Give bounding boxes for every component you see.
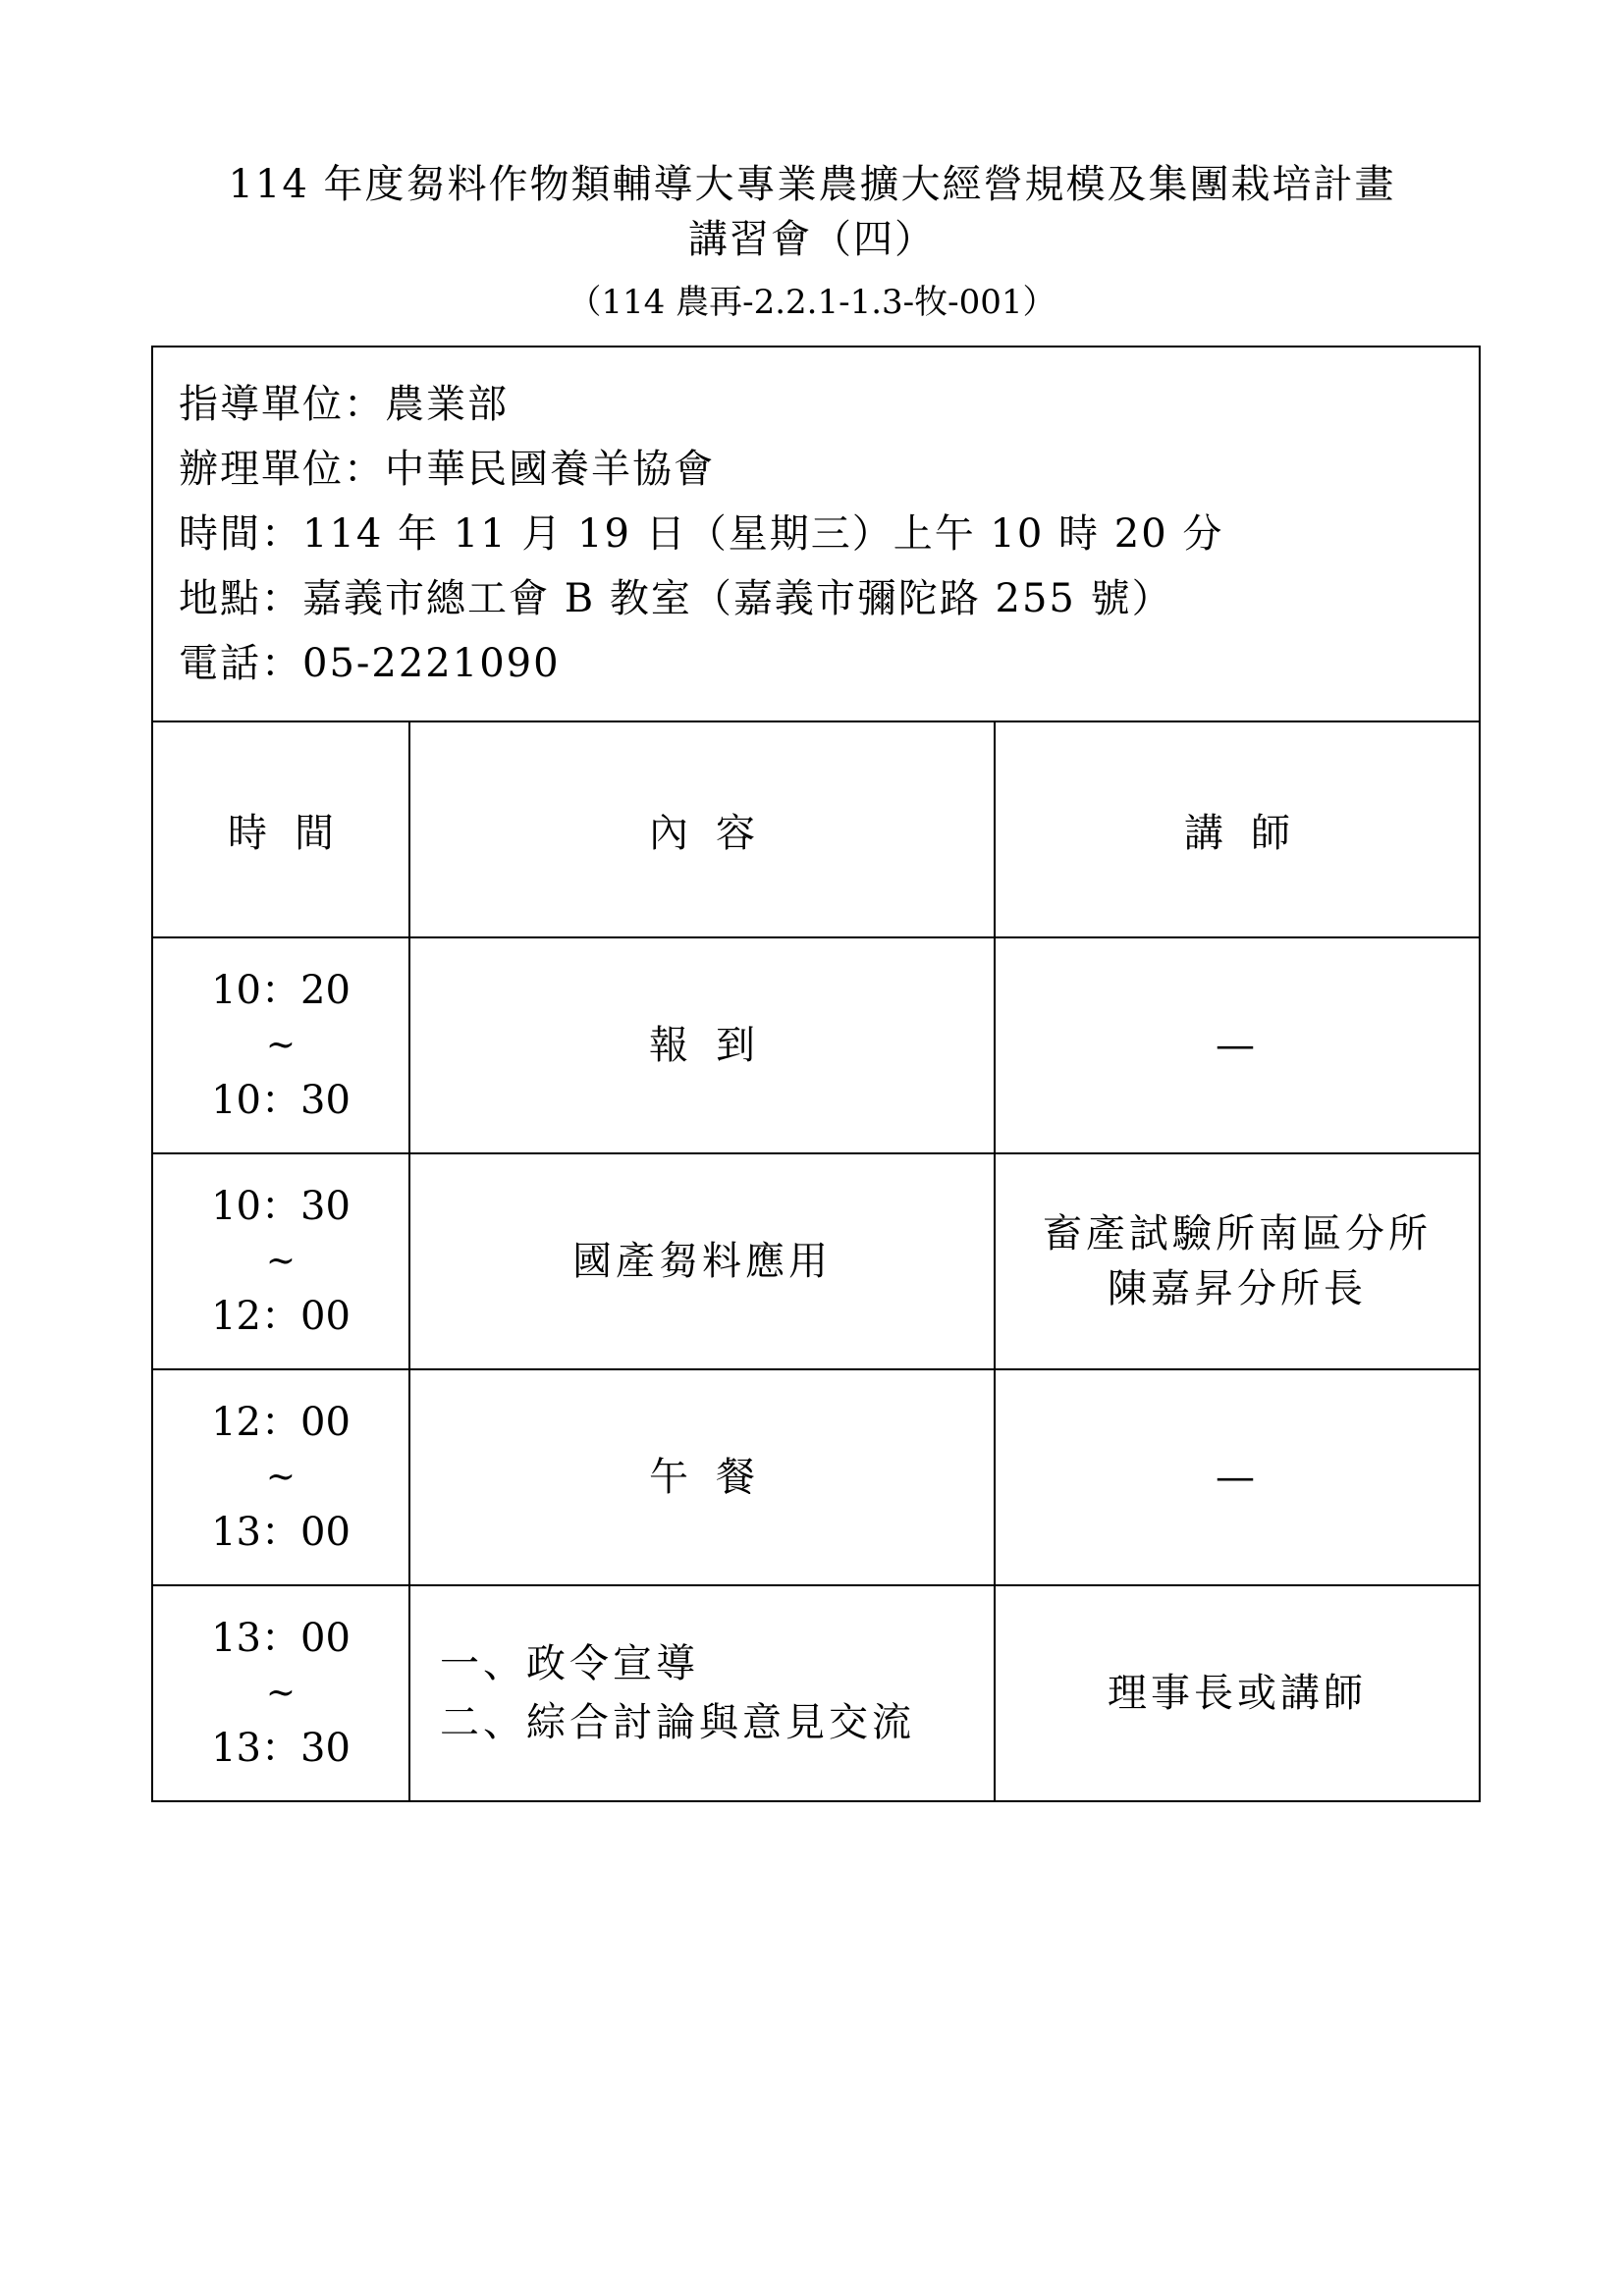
time-separator: ~ xyxy=(265,1673,297,1713)
header-content-cell xyxy=(409,721,995,937)
list-item: 二、綜合討論與意見交流 xyxy=(440,1700,915,1745)
time-cell xyxy=(152,937,409,1153)
list-item: 一、政令宣導 xyxy=(440,1641,699,1686)
time-end: 10：30 xyxy=(211,1078,351,1123)
time-end: 13：00 xyxy=(211,1510,351,1555)
content-cell xyxy=(409,1369,995,1585)
document-title-line2: 講習會（四） xyxy=(688,217,936,262)
content-text: 午餐 xyxy=(649,1455,783,1500)
time-separator: ~ xyxy=(265,1241,297,1281)
header-time-cell xyxy=(152,721,409,937)
content-cell xyxy=(409,937,995,1153)
table-row xyxy=(152,937,1480,1153)
info-row xyxy=(152,347,1480,721)
time-separator: ~ xyxy=(265,1025,297,1065)
header-time: 時間 xyxy=(228,810,361,856)
speaker-text: 理事長或講師 xyxy=(1108,1671,1367,1716)
table-row xyxy=(152,1153,1480,1369)
info-supervisor: 指導單位：農業部 xyxy=(179,382,509,427)
time-cell xyxy=(152,1369,409,1585)
time-separator: ~ xyxy=(265,1457,297,1497)
time-cell xyxy=(152,1153,409,1369)
info-location: 地點：嘉義市總工會 B 教室（嘉義市彌陀路 255 號） xyxy=(179,576,1173,621)
speaker-text: — xyxy=(1216,1455,1259,1500)
speaker-cell xyxy=(995,1585,1480,1801)
info-phone: 電話：05-2221090 xyxy=(179,641,561,686)
speaker-cell xyxy=(995,1369,1480,1585)
document-title-line1: 114 年度芻料作物類輔導大專業農擴大經營規模及集團栽培計畫 xyxy=(228,162,1396,207)
info-cell xyxy=(152,347,1480,721)
content-text: 報到 xyxy=(649,1023,783,1068)
content-cell xyxy=(409,1153,995,1369)
document-header xyxy=(0,157,1624,324)
speaker-name: 陳嘉昇分所長 xyxy=(1108,1266,1367,1311)
header-speaker-cell xyxy=(995,721,1480,937)
speaker-affiliation: 畜產試驗所南區分所 xyxy=(1043,1211,1432,1256)
content-text: 國產芻料應用 xyxy=(572,1239,832,1284)
time-start: 13：00 xyxy=(211,1616,351,1661)
schedule-table xyxy=(151,346,1481,1802)
content-cell xyxy=(409,1585,995,1801)
time-start: 10：30 xyxy=(211,1184,351,1229)
header-row xyxy=(152,721,1480,937)
header-speaker: 講師 xyxy=(1184,810,1318,856)
info-time: 時間：114 年 11 月 19 日（星期三）上午 10 時 20 分 xyxy=(179,511,1224,557)
project-code: （114 農再-2.2.1-1.3-牧-001） xyxy=(568,283,1056,322)
table-row xyxy=(152,1585,1480,1801)
time-end: 13：30 xyxy=(211,1726,351,1771)
time-end: 12：00 xyxy=(211,1294,351,1339)
info-organizer: 辦理單位：中華民國養羊協會 xyxy=(179,447,715,492)
time-cell xyxy=(152,1585,409,1801)
header-content: 內容 xyxy=(649,810,783,856)
time-start: 12：00 xyxy=(211,1400,351,1445)
speaker-cell xyxy=(995,1153,1480,1369)
speaker-text: — xyxy=(1216,1023,1259,1068)
table-row xyxy=(152,1369,1480,1585)
time-start: 10：20 xyxy=(211,968,351,1013)
speaker-cell xyxy=(995,937,1480,1153)
